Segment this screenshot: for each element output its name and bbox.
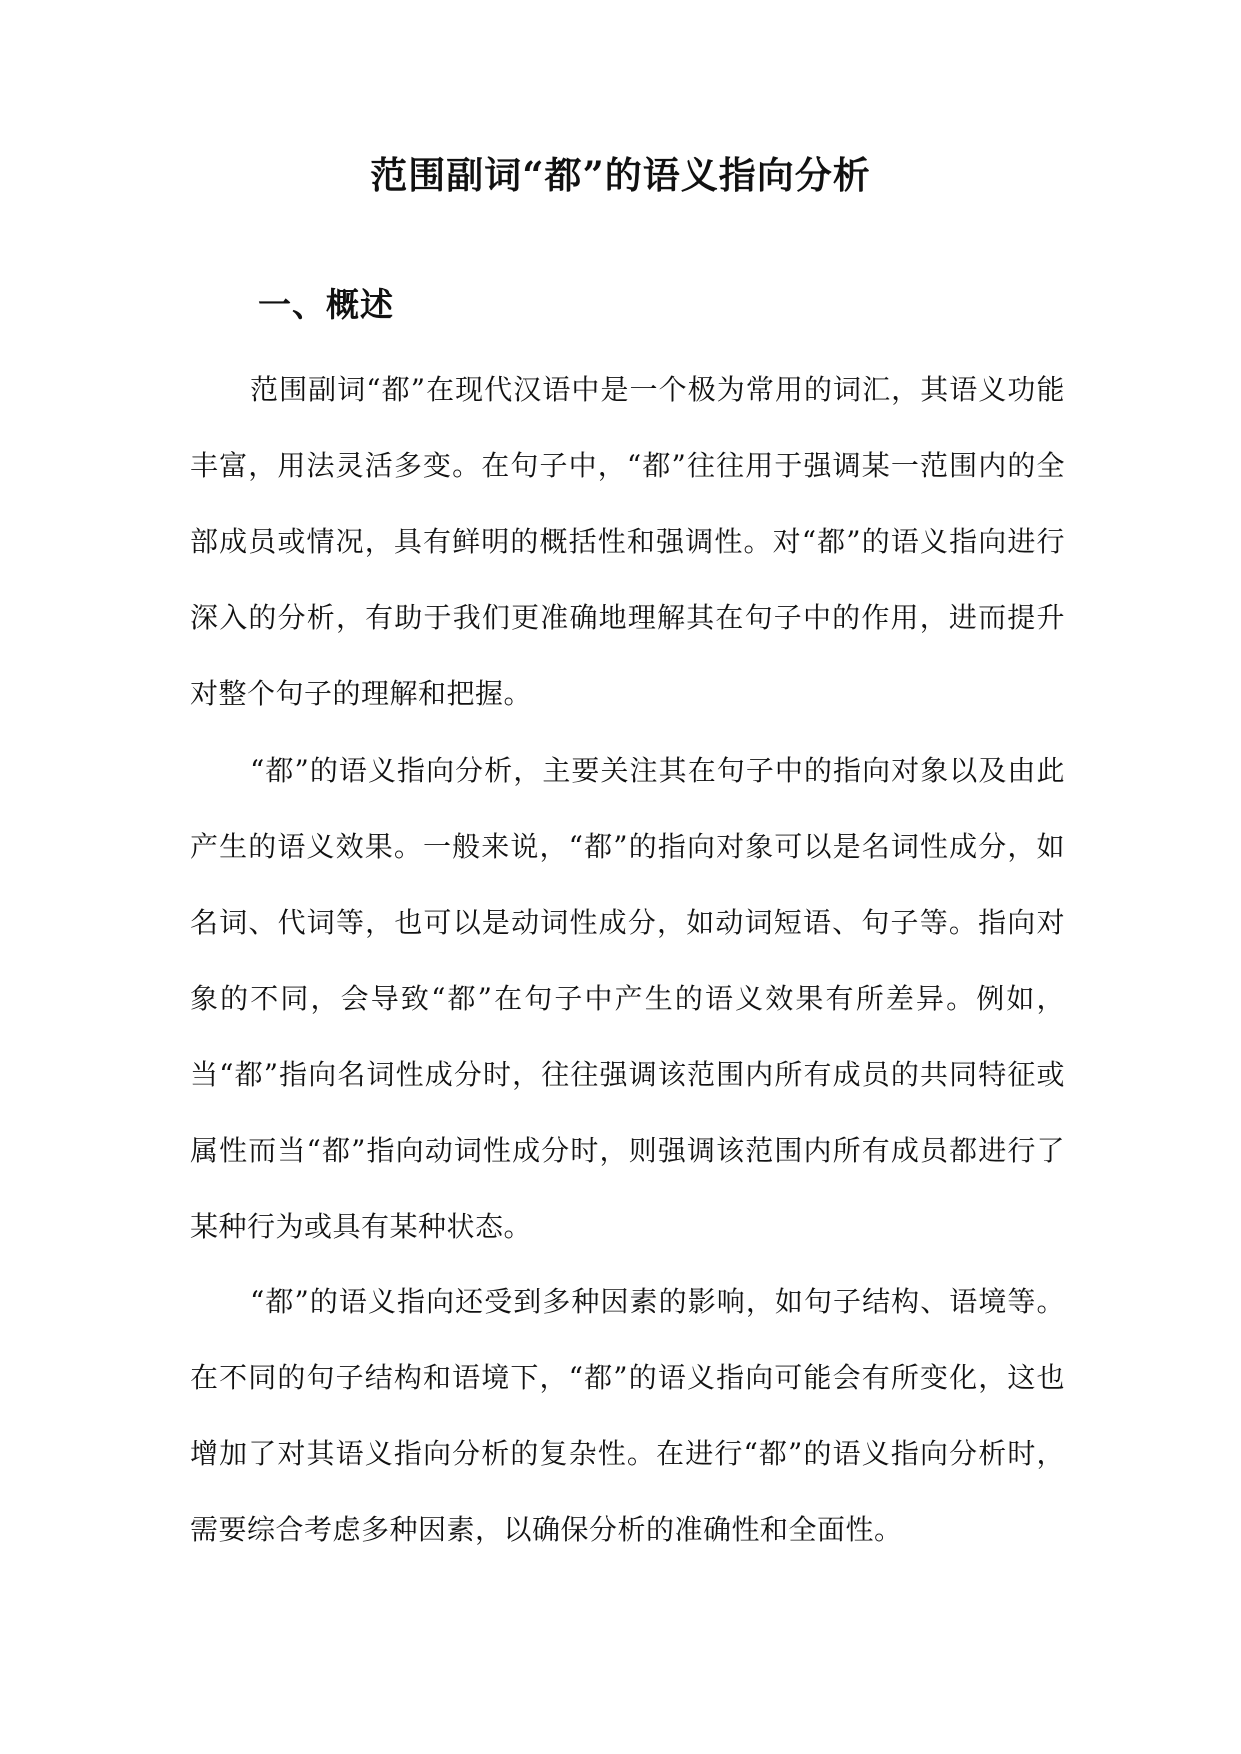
section-heading-overview: 一、概述 — [258, 285, 394, 324]
document-title: 范围副词“都”的语义指向分析 — [370, 153, 871, 197]
paragraph-1: 范围副词“都”在现代汉语中是一个极为常用的词汇，其语义功能丰富，用法灵活多变。在句子中，“都”往往用于强调某一范围内的全部成员或情况，具有鲜明的概括性和强调性。对“都”的语义指向进行深入的分析，有助于我们更准确地理解其在句子中的作用，进而提升对整个句子的理解和把握。 — [190, 373, 1065, 710]
paragraph-2: “都”的语义指向分析，主要关注其在句子中的指向对象以及由此产生的语义效果。一般来说，“都”的指向对象可以是名词性成分，如名词、代词等，也可以是动词性成分，如动词短语、句子等。指向对象的不同，会导致“都”在句子中产生的语义效果有所差异。例如，当“都”指向名词性成分时，往往强调该范围内所有成员的共同特征或属性而当“都”指向动词性成分时，则强调该范围内所有成员都进行了某种行为或具有某种状态。 — [190, 754, 1065, 1243]
paragraph-3: “都”的语义指向还受到多种因素的影响，如句子结构、语境等。在不同的句子结构和语境下，“都”的语义指向可能会有所变化，这也增加了对其语义指向分析的复杂性。在进行“都”的语义指向分析时，需要综合考虑多种因素，以确保分析的准确性和全面性。 — [190, 1285, 1065, 1546]
